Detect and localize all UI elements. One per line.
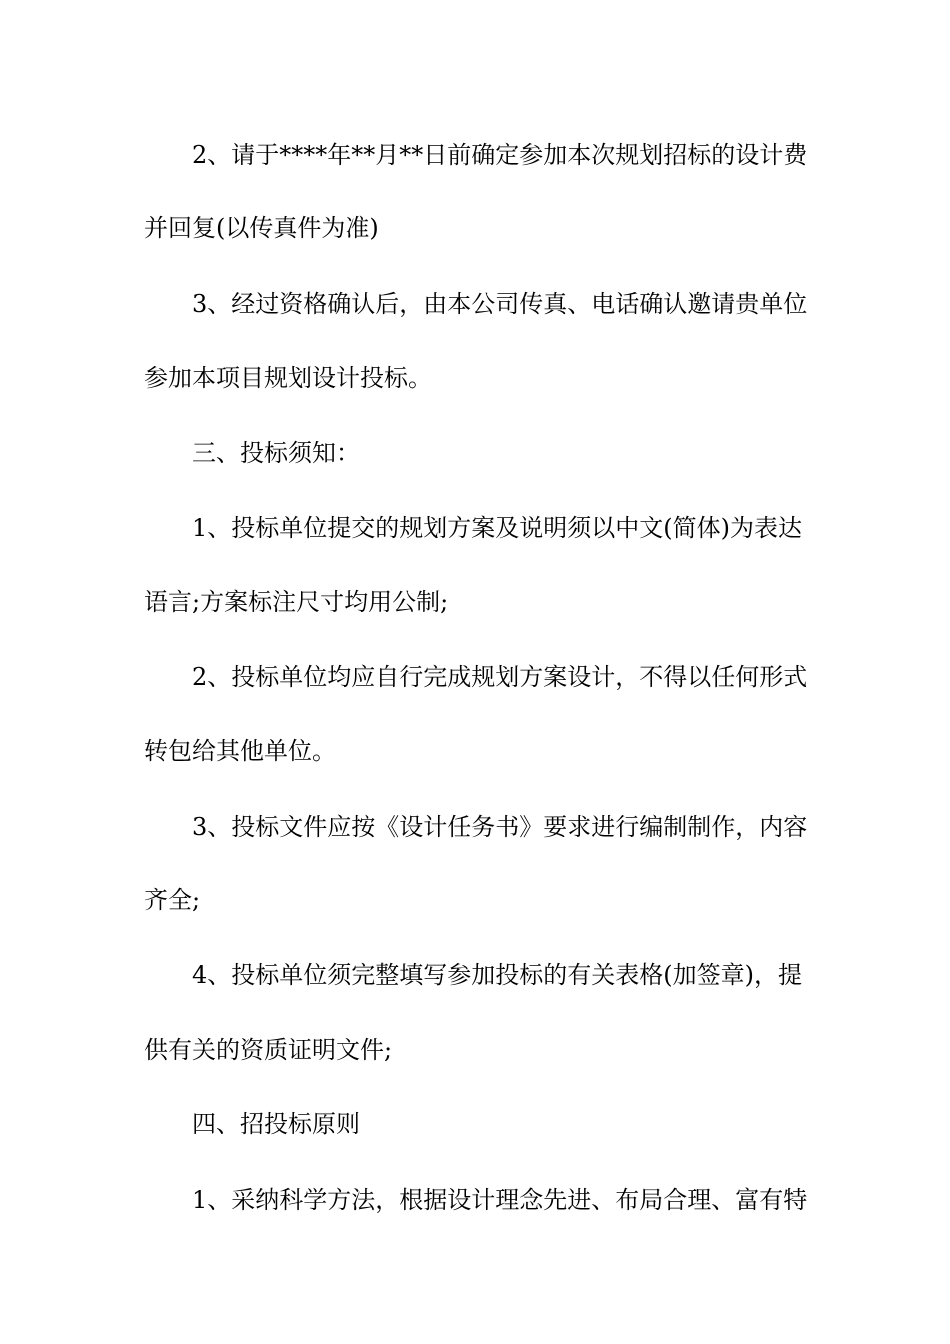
paragraph-line: 齐全; (144, 886, 201, 914)
paragraph-line: 2、投标单位均应自行完成规划方案设计，不得以任何形式 (192, 663, 808, 691)
paragraph-line: 4、投标单位须完整填写参加投标的有关表格(加签章)，提 (192, 961, 802, 989)
paragraph-line: 3、经过资格确认后，由本公司传真、电话确认邀请贵单位 (192, 290, 808, 318)
paragraph-line: 语言;方案标注尺寸均用公制; (144, 588, 449, 616)
section-heading: 三、投标须知： (192, 439, 360, 467)
paragraph-line: 并回复(以传真件为准) (144, 214, 379, 242)
paragraph-line: 2、请于****年**月**日前确定参加本次规划招标的设计费 (192, 141, 808, 169)
paragraph-line: 参加本项目规划设计投标。 (144, 364, 432, 392)
paragraph-line: 转包给其他单位。 (144, 737, 336, 765)
section-heading: 四、招投标原则 (192, 1110, 360, 1138)
paragraph-line: 3、投标文件应按《设计任务书》要求进行编制制作，内容 (192, 813, 808, 841)
paragraph-line: 供有关的资质证明文件; (144, 1036, 393, 1064)
paragraph-line: 1、采纳科学方法，根据设计理念先进、布局合理、富有特 (192, 1186, 808, 1214)
paragraph-line: 1、投标单位提交的规划方案及说明须以中文(简体)为表达 (192, 514, 802, 542)
